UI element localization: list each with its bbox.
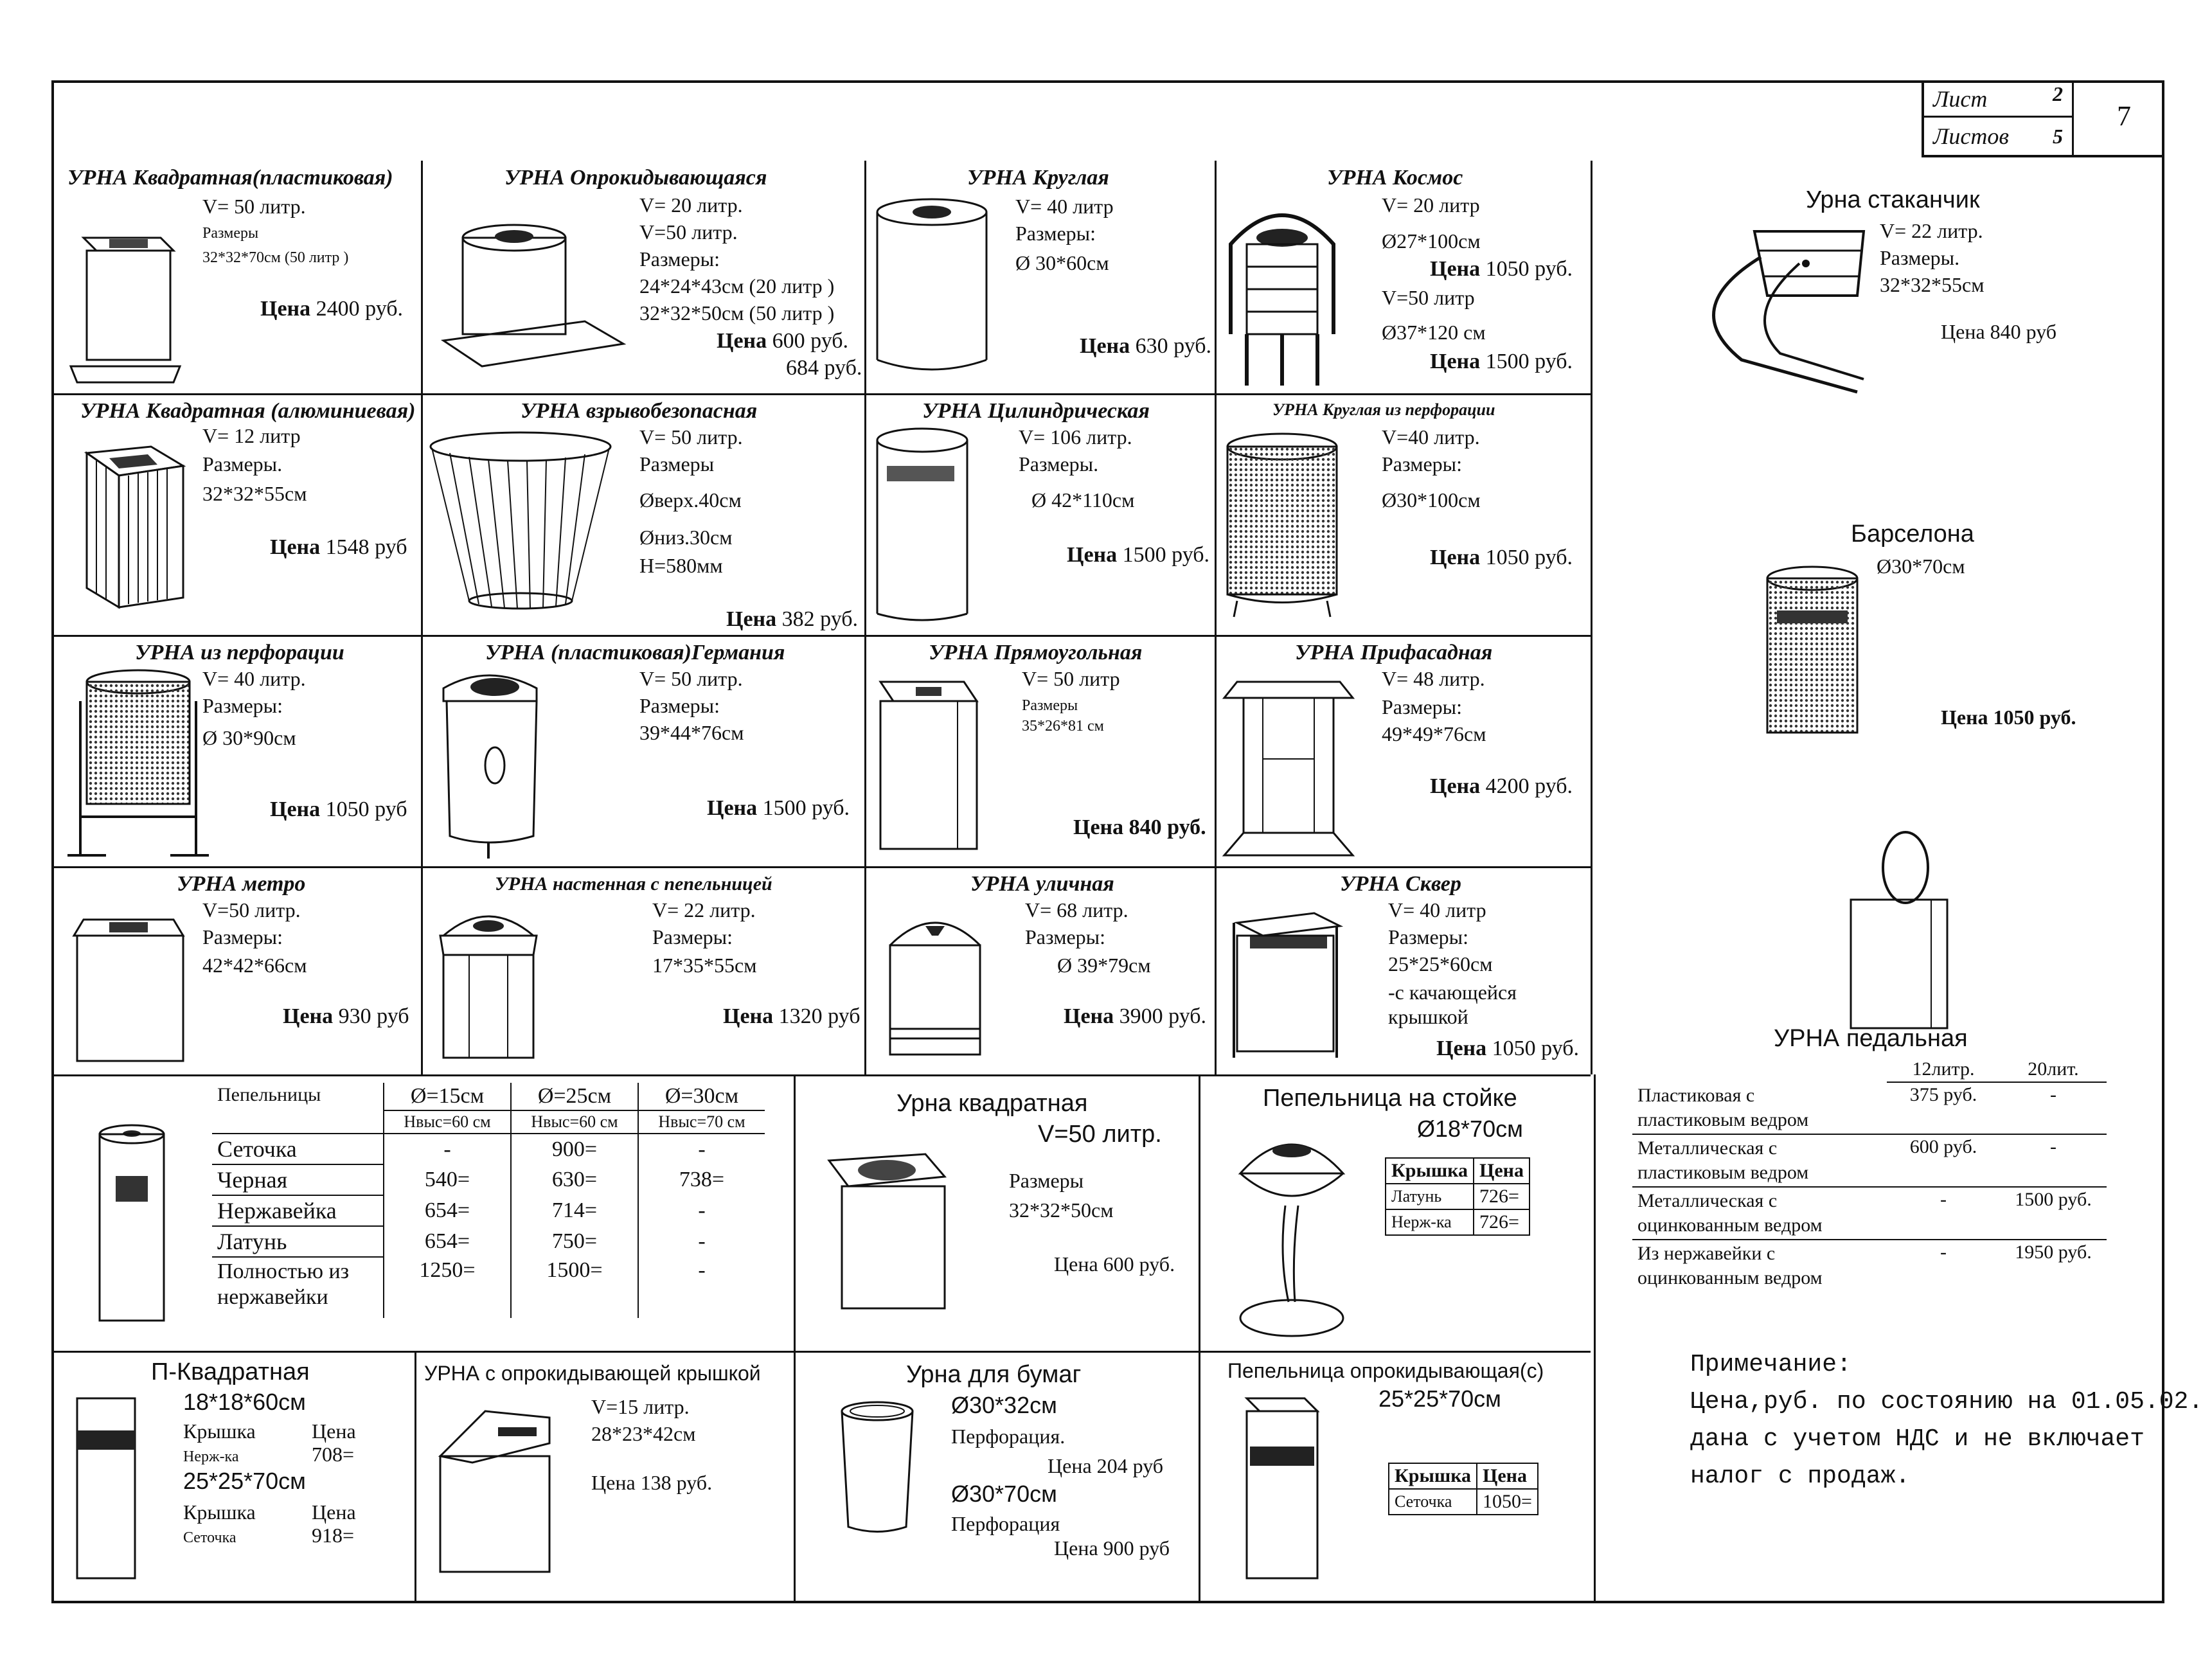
price-value: 630 руб. bbox=[1135, 334, 1212, 358]
product-title: Пепельница на стойке bbox=[1263, 1085, 1517, 1112]
product-title: УРНА Прифасадная bbox=[1295, 641, 1493, 664]
spec-line: V= 68 литр. bbox=[1025, 898, 1128, 922]
price-value: 708= bbox=[312, 1443, 355, 1466]
row-label: пластиковым ведром bbox=[1637, 1109, 1809, 1130]
price-value: 1548 руб bbox=[325, 535, 407, 559]
row-label: Латунь bbox=[212, 1226, 384, 1257]
column-header: Ø=15см bbox=[384, 1083, 511, 1110]
table-cell: - bbox=[638, 1226, 765, 1257]
price-value: 2400 руб. bbox=[316, 297, 404, 321]
table-cell: Нерж-ка bbox=[1386, 1209, 1474, 1235]
table-row bbox=[212, 1164, 765, 1195]
paper-basket-icon bbox=[832, 1398, 922, 1540]
spec-line: Размеры: bbox=[1025, 925, 1106, 948]
column-header: Ø=30см bbox=[638, 1083, 765, 1110]
tipping-lid-urn-icon bbox=[427, 1392, 562, 1585]
table-cell: 375 руб. bbox=[1887, 1082, 2000, 1134]
product-title: Пепельница опрокидывающая(с) bbox=[1227, 1359, 1544, 1382]
table-cell: - bbox=[1940, 1242, 1947, 1263]
row-label: Металлическая с bbox=[1637, 1137, 1778, 1159]
spec-line: Размеры: bbox=[639, 694, 720, 717]
price-label: Цена bbox=[1430, 774, 1481, 798]
spec-line: Цена bbox=[312, 1500, 356, 1524]
spec-line: 24*24*43см (20 литр ) bbox=[639, 274, 835, 298]
product-card bbox=[424, 395, 864, 635]
product-title: УРНА Квадратная (алюминиевая) bbox=[80, 399, 416, 423]
table-cell: 630= bbox=[511, 1164, 638, 1195]
table-row bbox=[1632, 1082, 2107, 1134]
pedal-urn-icon bbox=[1838, 829, 1967, 1041]
product-card bbox=[55, 868, 421, 1074]
spec-line: Размеры: bbox=[652, 925, 733, 948]
price-value: 684 руб. bbox=[786, 356, 862, 380]
sheet-number: 2 bbox=[2053, 82, 2063, 105]
table-row bbox=[1632, 1134, 2107, 1187]
spec-line: V= 50 литр. bbox=[639, 667, 743, 690]
spec-line: Øверх.40см bbox=[639, 488, 742, 512]
table-row bbox=[1632, 1240, 2107, 1292]
product-title: Урна для бумаг bbox=[906, 1361, 1082, 1388]
spec-line: Ø30*32см bbox=[951, 1392, 1057, 1418]
product-title: УРНА педальная bbox=[1774, 1025, 1968, 1052]
spec-line: Размеры: bbox=[202, 694, 283, 717]
perforated-urn-icon bbox=[67, 663, 209, 862]
perforated-round-urn-icon bbox=[1218, 421, 1346, 627]
table-cell: 654= bbox=[384, 1195, 511, 1226]
table-cell: 1500 руб. bbox=[2000, 1187, 2107, 1240]
product-title: УРНА уличная bbox=[970, 872, 1114, 896]
price-value: Цена 840 руб bbox=[1941, 320, 2057, 343]
table-cell: 714= bbox=[511, 1195, 638, 1226]
product-title: УРНА Сквер bbox=[1340, 872, 1461, 896]
grid-line bbox=[864, 161, 866, 1074]
spec-line: V= 12 литр bbox=[202, 424, 301, 447]
spec-line: 25*25*70см bbox=[1378, 1385, 1501, 1412]
product-card bbox=[1202, 1077, 1594, 1351]
table-cell: - bbox=[638, 1134, 765, 1164]
table-cell: - bbox=[638, 1195, 765, 1226]
page-number: 7 bbox=[2117, 100, 2131, 132]
grid-line bbox=[1215, 161, 1217, 1074]
spec-line: V= 22 литр. bbox=[1880, 219, 1983, 242]
product-title: УРНА с опрокидывающей крышкой bbox=[424, 1362, 761, 1385]
price-value: 1320 руб bbox=[778, 1004, 861, 1028]
spec-line: Ø 30*60см bbox=[1015, 251, 1109, 274]
spec-line: Ø27*100см bbox=[1382, 229, 1481, 253]
ashtray-price-table bbox=[212, 1083, 765, 1318]
note-line: налог с продаж. bbox=[1690, 1463, 1911, 1490]
spec-line: Перфорация. bbox=[951, 1425, 1066, 1448]
spec-line: Ø30*100см bbox=[1382, 488, 1481, 512]
price-value: 1500 руб. bbox=[762, 796, 850, 820]
spec-line: V= 40 литр bbox=[1388, 898, 1486, 922]
spec-line: Размеры: bbox=[639, 247, 720, 271]
cylinder-urn-icon bbox=[871, 421, 993, 633]
price-label: Цена bbox=[283, 1004, 334, 1028]
spec-line: 35*26*81 см bbox=[1022, 718, 1104, 735]
table-row bbox=[212, 1195, 765, 1226]
tipping-urn-icon bbox=[437, 206, 630, 373]
table-cell: 738= bbox=[638, 1164, 765, 1195]
spec-line: Ø30*70см bbox=[951, 1481, 1057, 1507]
table-cell: - bbox=[638, 1257, 765, 1318]
product-title: УРНА Космос bbox=[1327, 166, 1463, 190]
product-title: Урна стаканчик bbox=[1806, 186, 1980, 213]
price-value: 1050 руб bbox=[325, 797, 407, 821]
facade-urn-icon bbox=[1218, 663, 1359, 862]
grid-line bbox=[1199, 1074, 1200, 1603]
price-value: Цена 204 руб bbox=[1048, 1454, 1164, 1477]
spec-line: 18*18*60см bbox=[183, 1389, 306, 1415]
barcelona-urn-icon bbox=[1758, 559, 1867, 752]
table-cell: 540= bbox=[384, 1164, 511, 1195]
price-value: 382 руб. bbox=[781, 607, 859, 631]
spec-line: Размеры: bbox=[1382, 452, 1463, 476]
price-value: 4200 руб. bbox=[1485, 774, 1573, 798]
sheets-label: Листов bbox=[1933, 123, 2009, 149]
aluminium-urn-icon bbox=[67, 427, 190, 620]
spec-line: 28*23*42см bbox=[591, 1422, 696, 1445]
pedal-price-table bbox=[1632, 1057, 2107, 1292]
price-label: Цена bbox=[726, 607, 777, 631]
product-title: Урна квадратная bbox=[896, 1090, 1088, 1117]
note-line: Цена,руб. по состоянию на 01.05.02. bbox=[1690, 1388, 2204, 1416]
price-value: 600 руб. bbox=[772, 329, 849, 353]
spec-line: Ø30*70см bbox=[1877, 555, 1965, 578]
spec-line: крышкой bbox=[1388, 1005, 1468, 1028]
product-card bbox=[424, 868, 864, 1074]
right-column bbox=[1594, 161, 2159, 1073]
spec-line: Размеры bbox=[202, 225, 259, 242]
column-subheader: Hвыс=60 см bbox=[384, 1110, 511, 1134]
price-value: 1050 руб. bbox=[1492, 1037, 1580, 1060]
column-subheader: Hвыс=60 см bbox=[511, 1110, 638, 1134]
grid-line bbox=[421, 161, 423, 1074]
explosion-proof-urn-icon bbox=[424, 427, 617, 614]
grid-line bbox=[51, 1074, 1591, 1076]
price-value: 1050 руб. bbox=[1485, 257, 1573, 281]
round-urn-icon bbox=[868, 193, 1009, 379]
title-stamp bbox=[1922, 80, 2164, 157]
table-cell: 1950 руб. bbox=[2015, 1242, 2092, 1263]
note-label: Примечание: bbox=[1690, 1351, 1851, 1378]
spec-line: V= 50 литр bbox=[1022, 667, 1120, 690]
spec-line: Ø 42*110см bbox=[1031, 488, 1135, 512]
product-title: УРНА (пластиковая)Германия bbox=[485, 641, 785, 664]
spec-line: V= 48 литр. bbox=[1382, 667, 1485, 690]
street-urn-icon bbox=[884, 900, 993, 1067]
spec-line: 25*25*70см bbox=[183, 1468, 306, 1494]
spec-line: V= 50 литр. bbox=[202, 195, 306, 218]
product-card bbox=[868, 637, 1215, 866]
metro-urn-icon bbox=[71, 894, 193, 1074]
price-label: Цена bbox=[1064, 1004, 1114, 1028]
row-label: Металлическая с bbox=[1637, 1190, 1778, 1211]
grid-line bbox=[51, 1351, 1591, 1353]
spec-line: 49*49*76см bbox=[1382, 722, 1486, 745]
table-row bbox=[1632, 1057, 2107, 1082]
table-row bbox=[212, 1226, 765, 1257]
row-label: Черная bbox=[212, 1164, 384, 1195]
ashtray-column-icon bbox=[90, 1118, 174, 1330]
product-title: УРНА метро bbox=[177, 872, 306, 896]
price-value: 918= bbox=[312, 1524, 355, 1547]
product-card bbox=[1218, 868, 1591, 1074]
spec-line: Сеточка bbox=[183, 1529, 236, 1546]
sheets-row bbox=[1924, 118, 2072, 155]
price-label: Цена bbox=[723, 1004, 774, 1028]
table-cell: Латунь bbox=[1386, 1184, 1474, 1209]
table-row bbox=[1386, 1209, 1530, 1235]
product-title: УРНА взрывобезопасная bbox=[521, 399, 758, 423]
spec-line: -с качающейся bbox=[1388, 981, 1517, 1004]
table-cell: - bbox=[2000, 1134, 2107, 1187]
table-cell: 750= bbox=[511, 1226, 638, 1257]
sheets-number: 5 bbox=[2053, 125, 2063, 148]
product-card bbox=[1218, 161, 1591, 393]
wall-urn-icon bbox=[431, 897, 546, 1071]
product-card bbox=[797, 1353, 1199, 1601]
spec-line: 42*42*66см bbox=[202, 954, 307, 977]
plastic-germany-urn-icon bbox=[431, 663, 546, 862]
note-line: дана с учетом НДС и не включает bbox=[1690, 1425, 2145, 1453]
table-cell: 900= bbox=[511, 1134, 638, 1164]
spec-line: V= 20 литр bbox=[1382, 193, 1480, 217]
spec-line: H=580мм bbox=[639, 554, 723, 577]
table-cell: - bbox=[384, 1134, 511, 1164]
spec-line: Размеры bbox=[1022, 697, 1078, 714]
spec-line: Размеры: bbox=[1382, 695, 1463, 718]
row-label: оцинкованным ведром bbox=[1637, 1267, 1823, 1288]
product-card bbox=[55, 161, 421, 393]
product-title: УРНА из перфорации bbox=[135, 641, 344, 664]
price-value: 1500 руб. bbox=[1122, 543, 1210, 567]
price-label: Цена bbox=[260, 297, 311, 321]
product-title: УРНА Опрокидывающаяся bbox=[504, 166, 767, 190]
spec-line: 39*44*76см bbox=[639, 721, 744, 744]
price-label: Цена bbox=[1430, 350, 1481, 373]
table-cell: 726= bbox=[1474, 1184, 1530, 1209]
price-label: Цена bbox=[1430, 546, 1481, 569]
price-label: Цена bbox=[270, 535, 321, 559]
price-label: Цена bbox=[1436, 1037, 1487, 1060]
column-header: Крышка bbox=[1386, 1158, 1474, 1184]
spec-line: Ø37*120 см bbox=[1382, 321, 1486, 344]
table-label: Пепельницы bbox=[217, 1084, 321, 1105]
row-label: пластиковым ведром bbox=[1637, 1162, 1809, 1183]
spec-line: Размеры. bbox=[1019, 452, 1099, 476]
price-label: Цена bbox=[707, 796, 758, 820]
row-label: Сеточка bbox=[212, 1134, 384, 1164]
spec-line: Размеры: bbox=[1388, 925, 1469, 948]
spec-line: 25*25*60см bbox=[1388, 952, 1493, 975]
cosmos-urn-icon bbox=[1218, 186, 1346, 392]
sheet-row bbox=[1924, 80, 2072, 118]
product-title: УРНА Прямоугольная bbox=[929, 641, 1143, 664]
price-label: Цена bbox=[1067, 543, 1118, 567]
price-label: Цена bbox=[1073, 815, 1124, 839]
row-label: Нержавейка bbox=[212, 1195, 384, 1226]
table-cell: 600 руб. bbox=[1887, 1134, 2000, 1187]
product-card bbox=[797, 1077, 1199, 1351]
price-value: Цена 1050 руб. bbox=[1941, 706, 2076, 729]
column-header: 20лит. bbox=[2000, 1057, 2107, 1082]
table-cell: 654= bbox=[384, 1226, 511, 1257]
product-card bbox=[868, 868, 1215, 1074]
spec-line: V= 40 литр bbox=[1015, 195, 1114, 218]
price-value: Цена 138 руб. bbox=[591, 1471, 713, 1494]
spec-line: 32*32*55см bbox=[202, 482, 307, 505]
table-row bbox=[212, 1083, 765, 1110]
price-value: 1050 руб. bbox=[1485, 546, 1573, 569]
table-row bbox=[212, 1257, 765, 1318]
spec-line: Нерж-ка bbox=[183, 1448, 239, 1465]
spec-line: Размеры. bbox=[202, 452, 283, 476]
spec-line: Ø18*70см bbox=[1417, 1116, 1523, 1142]
column-header: Ø=25см bbox=[511, 1083, 638, 1110]
square-park-urn-icon bbox=[1231, 897, 1346, 1071]
table-cell: 1050= bbox=[1477, 1489, 1538, 1515]
spec-line: Ø 39*79см bbox=[1057, 954, 1151, 977]
product-title: Барселона bbox=[1851, 521, 1974, 548]
spec-line: 32*32*55см bbox=[1880, 273, 1985, 296]
price-label: Цена bbox=[1430, 257, 1481, 281]
price-value: 930 руб bbox=[338, 1004, 409, 1028]
price-value: 3900 руб. bbox=[1119, 1004, 1207, 1028]
spec-line: 32*32*50см bbox=[1009, 1198, 1114, 1222]
grid-line bbox=[415, 1351, 416, 1603]
grid-line bbox=[794, 1074, 796, 1603]
square-urn-icon bbox=[64, 199, 186, 386]
sheet-label: Лист bbox=[1933, 86, 1988, 112]
table-cell: - bbox=[1887, 1187, 2000, 1240]
product-title: УРНА Круглая из перфорации bbox=[1272, 400, 1495, 419]
product-card bbox=[424, 161, 864, 393]
spec-line: 32*32*70см (50 литр ) bbox=[202, 249, 349, 266]
table-cell: 1500= bbox=[511, 1257, 638, 1318]
table-row bbox=[1632, 1187, 2107, 1240]
table-row bbox=[1389, 1489, 1538, 1515]
tipping-ashtray-table bbox=[1388, 1463, 1539, 1515]
spec-line: V= 50 литр. bbox=[639, 425, 743, 449]
product-card bbox=[55, 1353, 415, 1601]
column-subheader: Hвыс=70 см bbox=[638, 1110, 765, 1134]
row-label: Полностью из нержавейки bbox=[217, 1260, 350, 1309]
product-card bbox=[868, 395, 1215, 635]
spec-line: Цена bbox=[312, 1420, 356, 1443]
spec-line: Размеры: bbox=[202, 925, 283, 948]
price-value: Цена 900 руб bbox=[1054, 1536, 1170, 1560]
grid-line bbox=[1591, 161, 1592, 1074]
stamp-divider bbox=[2072, 80, 2074, 155]
product-card bbox=[418, 1353, 794, 1601]
spec-line: Ø 30*90см bbox=[202, 726, 296, 749]
column-header: Цена bbox=[1477, 1463, 1538, 1489]
price-label: Цена bbox=[270, 797, 321, 821]
tipping-ashtray-icon bbox=[1234, 1385, 1330, 1591]
spec-line: Размеры: bbox=[1015, 222, 1096, 245]
spec-line: V= 40 литр. bbox=[202, 667, 306, 690]
table-row bbox=[1389, 1463, 1538, 1489]
table-row bbox=[1386, 1158, 1530, 1184]
p-square-urn-icon bbox=[71, 1392, 141, 1585]
price-label: Цена bbox=[1080, 334, 1130, 358]
table-row bbox=[1386, 1184, 1530, 1209]
spec-line: Крышка bbox=[183, 1420, 256, 1443]
spec-line: Крышка bbox=[183, 1500, 256, 1524]
table-row bbox=[212, 1134, 765, 1164]
product-title: УРНА Цилиндрическая bbox=[922, 399, 1150, 423]
product-title: УРНА настенная с пепельницей bbox=[495, 873, 772, 895]
product-card bbox=[55, 637, 421, 866]
square-urn-icon bbox=[816, 1128, 958, 1321]
product-title: УРНА Квадратная(пластиковая) bbox=[67, 166, 393, 190]
spec-line: 32*32*50см (50 литр ) bbox=[639, 301, 835, 325]
spec-line: V=50 литр. bbox=[639, 220, 738, 244]
table-cell: 726= bbox=[1474, 1209, 1530, 1235]
product-card bbox=[424, 637, 864, 866]
spec-line: 17*35*55см bbox=[652, 954, 757, 977]
product-card bbox=[1218, 637, 1591, 866]
spec-line: V= 22 литр. bbox=[652, 898, 756, 922]
spec-line: Размеры. bbox=[1880, 246, 1960, 269]
price-value: 1500 руб. bbox=[1485, 350, 1573, 373]
table-cell: 1250= bbox=[384, 1257, 511, 1318]
product-title: УРНА Круглая bbox=[967, 166, 1109, 190]
grid-line bbox=[1594, 1074, 1596, 1603]
stand-ashtray-icon bbox=[1227, 1116, 1356, 1347]
product-card bbox=[1202, 1353, 1594, 1601]
product-card bbox=[1218, 395, 1591, 635]
row-label: Из нержавейки с bbox=[1637, 1243, 1776, 1264]
row-label: оцинкованным ведром bbox=[1637, 1215, 1823, 1236]
price-value: Цена 600 руб. bbox=[1054, 1252, 1175, 1276]
spec-line: Размеры bbox=[1009, 1169, 1084, 1192]
column-header: Цена bbox=[1474, 1158, 1530, 1184]
price-label: Цена bbox=[717, 329, 767, 353]
spec-line: V=15 литр. bbox=[591, 1395, 690, 1418]
row-label: Пластиковая с bbox=[1637, 1085, 1755, 1106]
stand-ashtray-table bbox=[1385, 1157, 1530, 1236]
rectangular-urn-icon bbox=[868, 663, 990, 862]
price-value: 840 руб. bbox=[1128, 815, 1206, 839]
spec-line: V=50 литр. bbox=[1038, 1121, 1162, 1148]
spec-line: V= 106 литр. bbox=[1019, 425, 1132, 449]
spec-line: Øниз.30см bbox=[639, 526, 733, 549]
spec-line: V= 20 литр. bbox=[639, 193, 743, 217]
column-header: Крышка bbox=[1389, 1463, 1477, 1489]
spec-line: V=50 литр bbox=[1382, 286, 1475, 309]
price-note bbox=[1690, 1346, 2203, 1495]
spec-line: Перфорация bbox=[951, 1512, 1060, 1535]
spec-line: V=40 литр. bbox=[1382, 425, 1480, 449]
spec-line: Размеры bbox=[639, 452, 715, 476]
product-card bbox=[55, 395, 421, 635]
spec-line: V=50 литр. bbox=[202, 898, 301, 922]
table-cell: Сеточка bbox=[1389, 1489, 1477, 1515]
table-cell: - bbox=[2000, 1082, 2107, 1134]
column-header: 12литр. bbox=[1887, 1057, 2000, 1082]
product-title: П-Квадратная bbox=[151, 1358, 310, 1385]
product-card bbox=[868, 161, 1215, 393]
